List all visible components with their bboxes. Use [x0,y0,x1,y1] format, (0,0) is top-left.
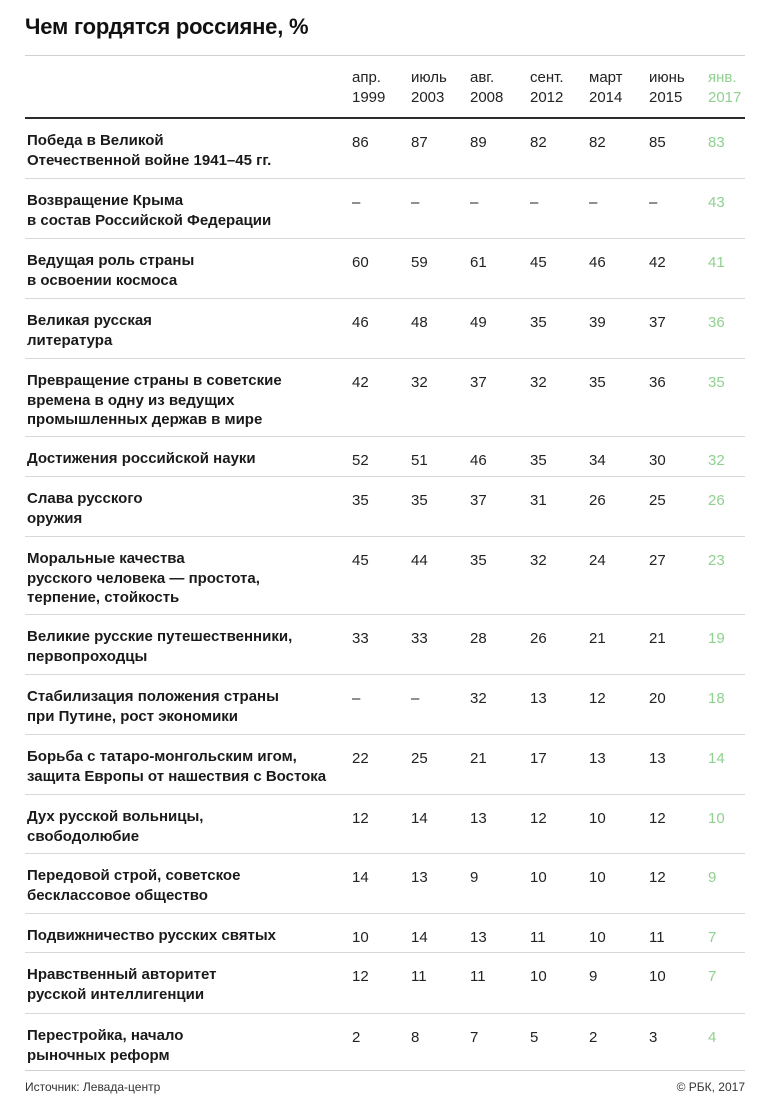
cell-value-2015: 10 [649,968,666,985]
chart-title: Чем гордятся россияне, % [25,14,309,39]
row-label-line: Победа в Великой [27,132,164,149]
row-label [27,131,342,170]
row-label [27,251,342,290]
column-header-year: 2003 [411,89,445,106]
cell-value-2012: 31 [530,492,547,509]
row-label-line: Перестройка, начало [27,1027,184,1044]
cell-value-2003: 35 [411,492,428,509]
row-label-line: литература [27,331,113,349]
cell-value-2012: 10 [530,869,547,886]
cell-value-2003: 14 [411,929,428,946]
table-row [25,735,745,795]
cell-value-2003: 13 [411,869,428,886]
row-label-line: Отечественной войне 1941–45 гг. [27,151,272,169]
cell-value-2017: 7 [708,929,717,946]
cell-value-2014: 46 [589,254,606,271]
cell-value-2015: 3 [649,1029,658,1046]
table-row [25,1014,745,1071]
row-label-line: терпение, стойкость [27,589,180,606]
cell-value-2015: 27 [649,552,666,569]
row-label [27,687,342,726]
cell-value-2003: 48 [411,314,428,331]
column-header-2003 [411,68,447,108]
cell-value-2008: 61 [470,254,487,271]
source-note: Источник: Левада-центр [25,1080,161,1094]
row-label [27,926,342,946]
cell-value-2017: 41 [708,254,725,271]
cell-value-2015: – [649,194,658,211]
column-header-2008 [470,68,503,108]
cell-value-2015: 36 [649,374,666,391]
cell-value-2014: 12 [589,690,606,707]
data-table [25,119,745,1071]
cell-value-2012: 13 [530,690,547,707]
cell-value-2008: 21 [470,750,487,767]
row-label [27,449,342,469]
cell-value-2017: 18 [708,690,725,707]
cell-value-1999: 33 [352,630,369,647]
row-label-line: Слава русского [27,490,143,507]
column-header-month: июнь [649,69,685,86]
table-row [25,795,745,854]
cell-value-2012: 35 [530,314,547,331]
cell-value-1999: 52 [352,452,369,469]
cell-value-1999: 12 [352,968,369,985]
cell-value-2012: 35 [530,452,547,469]
cell-value-2008: 89 [470,134,487,151]
row-label-line: Великая русская [27,312,152,329]
top-divider [25,55,745,56]
row-label-line: защита Европы от нашествия с Востока [27,767,327,785]
cell-value-2012: 32 [530,374,547,391]
cell-value-2014: 35 [589,374,606,391]
column-header-1999 [352,68,385,108]
cell-value-1999: – [352,194,361,211]
column-header-2012 [530,68,564,108]
row-label-line: Ведущая роль страны [27,252,195,269]
row-label-line: Передовой строй, советское [27,867,241,884]
table-row [25,854,745,914]
row-label [27,747,342,786]
table-row [25,537,745,615]
cell-value-1999: – [352,690,361,707]
cell-value-1999: 14 [352,869,369,886]
cell-value-2014: 2 [589,1029,598,1046]
cell-value-2017: 19 [708,630,725,647]
cell-value-2014: 21 [589,630,606,647]
table-row [25,239,745,299]
cell-value-2012: 5 [530,1029,539,1046]
column-header-2014 [589,68,623,108]
table-row [25,615,745,675]
row-label-line: Борьба с татаро-монгольским игом, [27,748,297,765]
column-header-year: 2012 [530,89,564,106]
column-header-2017 [708,68,741,108]
cell-value-2003: 33 [411,630,428,647]
cell-value-1999: 42 [352,374,369,391]
cell-value-2015: 21 [649,630,666,647]
table-row [25,359,745,437]
row-label-line: Превращение страны в советские [27,372,282,389]
cell-value-2014: 9 [589,968,598,985]
row-label-line: первопроходцы [27,647,148,665]
cell-value-1999: 86 [352,134,369,151]
cell-value-2008: 7 [470,1029,479,1046]
cell-value-1999: 2 [352,1029,361,1046]
table-row [25,299,745,359]
cell-value-2003: 32 [411,374,428,391]
cell-value-2012: 10 [530,968,547,985]
cell-value-2014: – [589,194,598,211]
cell-value-2014: 24 [589,552,606,569]
cell-value-2003: 14 [411,810,428,827]
cell-value-2017: 26 [708,492,725,509]
row-label-line: в состав Российской Федерации [27,211,272,229]
cell-value-2008: 28 [470,630,487,647]
row-label-line: рыночных реформ [27,1046,170,1064]
cell-value-2003: 59 [411,254,428,271]
row-label [27,371,342,430]
column-header-year: 2015 [649,89,683,106]
cell-value-2015: 37 [649,314,666,331]
column-header-month: март [589,69,623,86]
table-row [25,119,745,179]
cell-value-2012: 32 [530,552,547,569]
cell-value-2008: 49 [470,314,487,331]
cell-value-2012: 26 [530,630,547,647]
column-header-year: 2014 [589,89,623,106]
cell-value-2015: 85 [649,134,666,151]
cell-value-1999: 45 [352,552,369,569]
footer-divider [25,1070,745,1071]
cell-value-2012: – [530,194,539,211]
cell-value-2017: 7 [708,968,717,985]
row-label-line: Достижения российской науки [27,450,256,467]
row-label-line: Великие русские путешественники, [27,628,293,645]
column-header-month: янв. [708,69,737,86]
cell-value-2017: 14 [708,750,725,767]
cell-value-2014: 39 [589,314,606,331]
cell-value-2014: 13 [589,750,606,767]
row-label-line: Подвижничество русских святых [27,927,276,944]
row-label-line: свободолюбие [27,827,140,845]
cell-value-2017: 43 [708,194,725,211]
table-row [25,437,745,477]
table-row [25,675,745,735]
table-row [25,477,745,537]
table-row [25,953,745,1014]
cell-value-2015: 42 [649,254,666,271]
cell-value-2012: 12 [530,810,547,827]
cell-value-2014: 10 [589,929,606,946]
row-label [27,191,342,230]
row-label [27,549,342,608]
cell-value-2015: 30 [649,452,666,469]
cell-value-2012: 11 [530,929,546,946]
cell-value-1999: 35 [352,492,369,509]
cell-value-2014: 26 [589,492,606,509]
cell-value-2008: 37 [470,492,487,509]
cell-value-1999: 46 [352,314,369,331]
cell-value-2008: 32 [470,690,487,707]
cell-value-2008: 46 [470,452,487,469]
cell-value-2015: 25 [649,492,666,509]
column-header-year: 1999 [352,89,386,106]
row-label [27,965,342,1004]
copyright-note: © РБК, 2017 [676,1080,745,1094]
row-label-line: оружия [27,509,83,527]
row-label [27,866,342,905]
cell-value-2008: – [470,194,479,211]
cell-value-2014: 10 [589,869,606,886]
column-header-month: авг. [470,69,495,86]
column-header-month: июль [411,69,447,86]
row-label-line: времена в одну из ведущих [27,391,235,409]
cell-value-2014: 82 [589,134,606,151]
column-header-2015 [649,68,685,108]
row-label-line: в освоении космоса [27,271,178,289]
cell-value-2017: 83 [708,134,725,151]
column-header-month: апр. [352,69,381,86]
cell-value-2014: 34 [589,452,606,469]
cell-value-2015: 12 [649,810,666,827]
cell-value-2012: 82 [530,134,547,151]
cell-value-2015: 13 [649,750,666,767]
column-header-month: сент. [530,69,564,86]
row-label-line: Возвращение Крыма [27,192,184,209]
cell-value-2003: 51 [411,452,428,469]
cell-value-2017: 36 [708,314,725,331]
cell-value-2017: 35 [708,374,725,391]
cell-value-2008: 9 [470,869,479,886]
cell-value-2017: 10 [708,810,725,827]
row-label-line: русской интеллигенции [27,985,205,1003]
cell-value-1999: 22 [352,750,369,767]
cell-value-2003: – [411,194,420,211]
cell-value-1999: 12 [352,810,369,827]
cell-value-2017: 9 [708,869,717,886]
cell-value-2015: 12 [649,869,666,886]
cell-value-2015: 11 [649,929,665,946]
cell-value-2008: 11 [470,968,486,985]
cell-value-2012: 45 [530,254,547,271]
row-label-line: Моральные качества [27,550,185,567]
row-label-line: Стабилизация положения страны [27,688,279,705]
row-label-line: Дух русской вольницы, [27,808,204,825]
cell-value-2014: 10 [589,810,606,827]
cell-value-2008: 13 [470,929,487,946]
cell-value-2003: – [411,690,420,707]
cell-value-2008: 35 [470,552,487,569]
row-label [27,489,342,528]
cell-value-2008: 37 [470,374,487,391]
cell-value-2003: 25 [411,750,428,767]
row-label [27,311,342,350]
row-label [27,807,342,846]
row-label [27,627,342,666]
row-label-line: промышленных держав в мире [27,411,263,428]
cell-value-2003: 87 [411,134,428,151]
cell-value-2012: 17 [530,750,547,767]
cell-value-2003: 8 [411,1029,420,1046]
table-row [25,914,745,953]
row-label [27,1026,342,1065]
column-header-year: 2008 [470,89,504,106]
cell-value-2015: 20 [649,690,666,707]
row-label-line: при Путине, рост экономики [27,707,239,725]
row-label-line: Нравственный авторитет [27,966,217,983]
column-header-year: 2017 [708,89,742,106]
cell-value-2008: 13 [470,810,487,827]
cell-value-2003: 11 [411,968,427,985]
cell-value-2003: 44 [411,552,428,569]
row-label-line: русского человека — простота, [27,569,260,587]
row-label-line: бесклассовое общество [27,886,208,904]
table-row [25,179,745,239]
cell-value-2017: 4 [708,1029,717,1046]
cell-value-2017: 32 [708,452,725,469]
cell-value-1999: 60 [352,254,369,271]
cell-value-1999: 10 [352,929,369,946]
cell-value-2017: 23 [708,552,725,569]
